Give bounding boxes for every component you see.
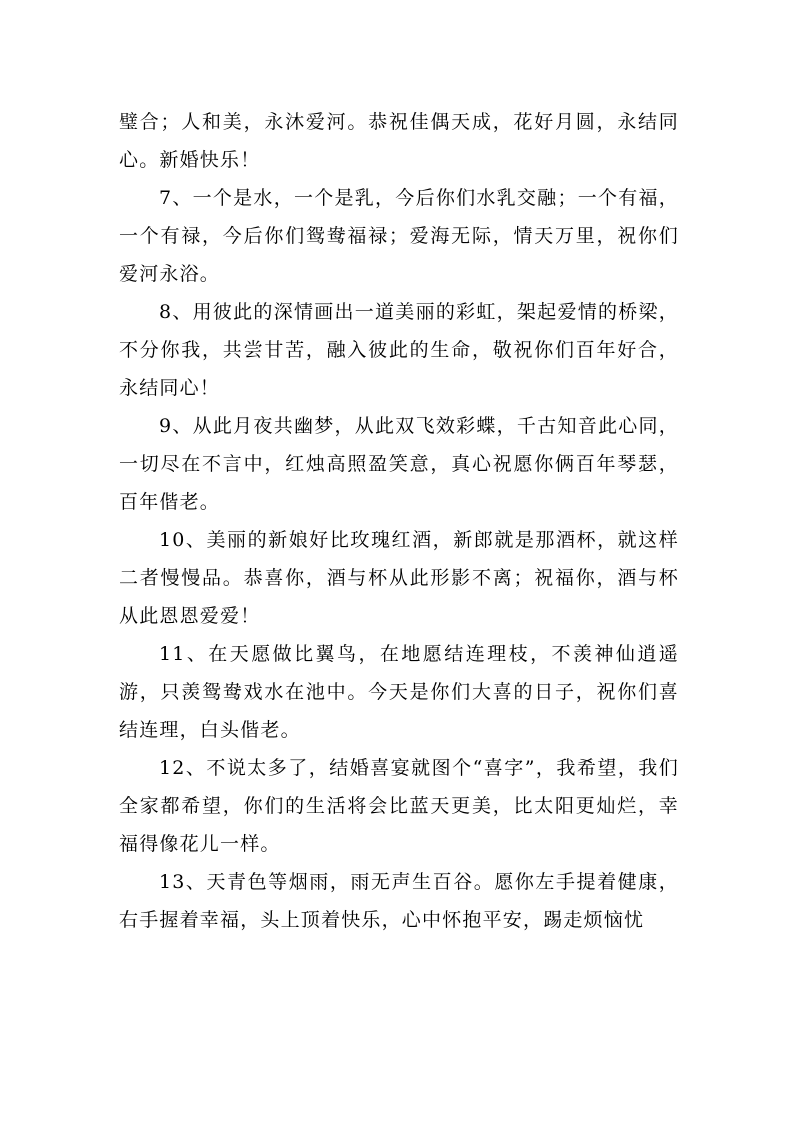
paragraph-item-7: 7、一个是水，一个是乳，今后你们水乳交融；一个有福，一个有禄，今后你们鸳鸯福禄；爱海无际，情天万里，祝你们爱河永浴。 [119,187,679,285]
document-body [119,103,679,939]
paragraph-item-8: 8、用彼此的深情画出一道美丽的彩虹，架起爱情的桥梁，不分你我，共尝甘苦，融入彼此的生命，敬祝你们百年好合，永结同心！ [119,301,679,399]
paragraph-item-13: 13、天青色等烟雨，雨无声生百谷。愿你左手提着健康，右手握着幸福，头上顶着快乐，心中怀抱平安，踢走烦恼忧 [119,871,679,931]
paragraph-continuation: 璧合；人和美，永沐爱河。恭祝佳偶天成，花好月圆，永结同心。新婚快乐！ [119,111,679,171]
paragraph-item-9: 9、从此月夜共幽梦，从此双飞效彩蝶，千古知音此心同，一切尽在不言中，红烛高照盈笑意，真心祝愿你俩百年琴瑟，百年偕老。 [119,415,679,513]
paragraph-item-10: 10、美丽的新娘好比玫瑰红酒，新郎就是那酒杯，就这样二者慢慢品。恭喜你，酒与杯从此形影不离；祝福你，酒与杯从此恩恩爱爱！ [119,529,679,627]
paragraph-item-12: 12、不说太多了，结婚喜宴就图个“喜字”，我希望，我们全家都希望，你们的生活将会比蓝天更美，比太阳更灿烂，幸福得像花儿一样。 [119,757,679,855]
paragraph-item-11: 11、在天愿做比翼鸟，在地愿结连理枝，不羡神仙逍遥游，只羡鸳鸯戏水在池中。今天是你们大喜的日子，祝你们喜结连理，白头偕老。 [119,643,679,741]
